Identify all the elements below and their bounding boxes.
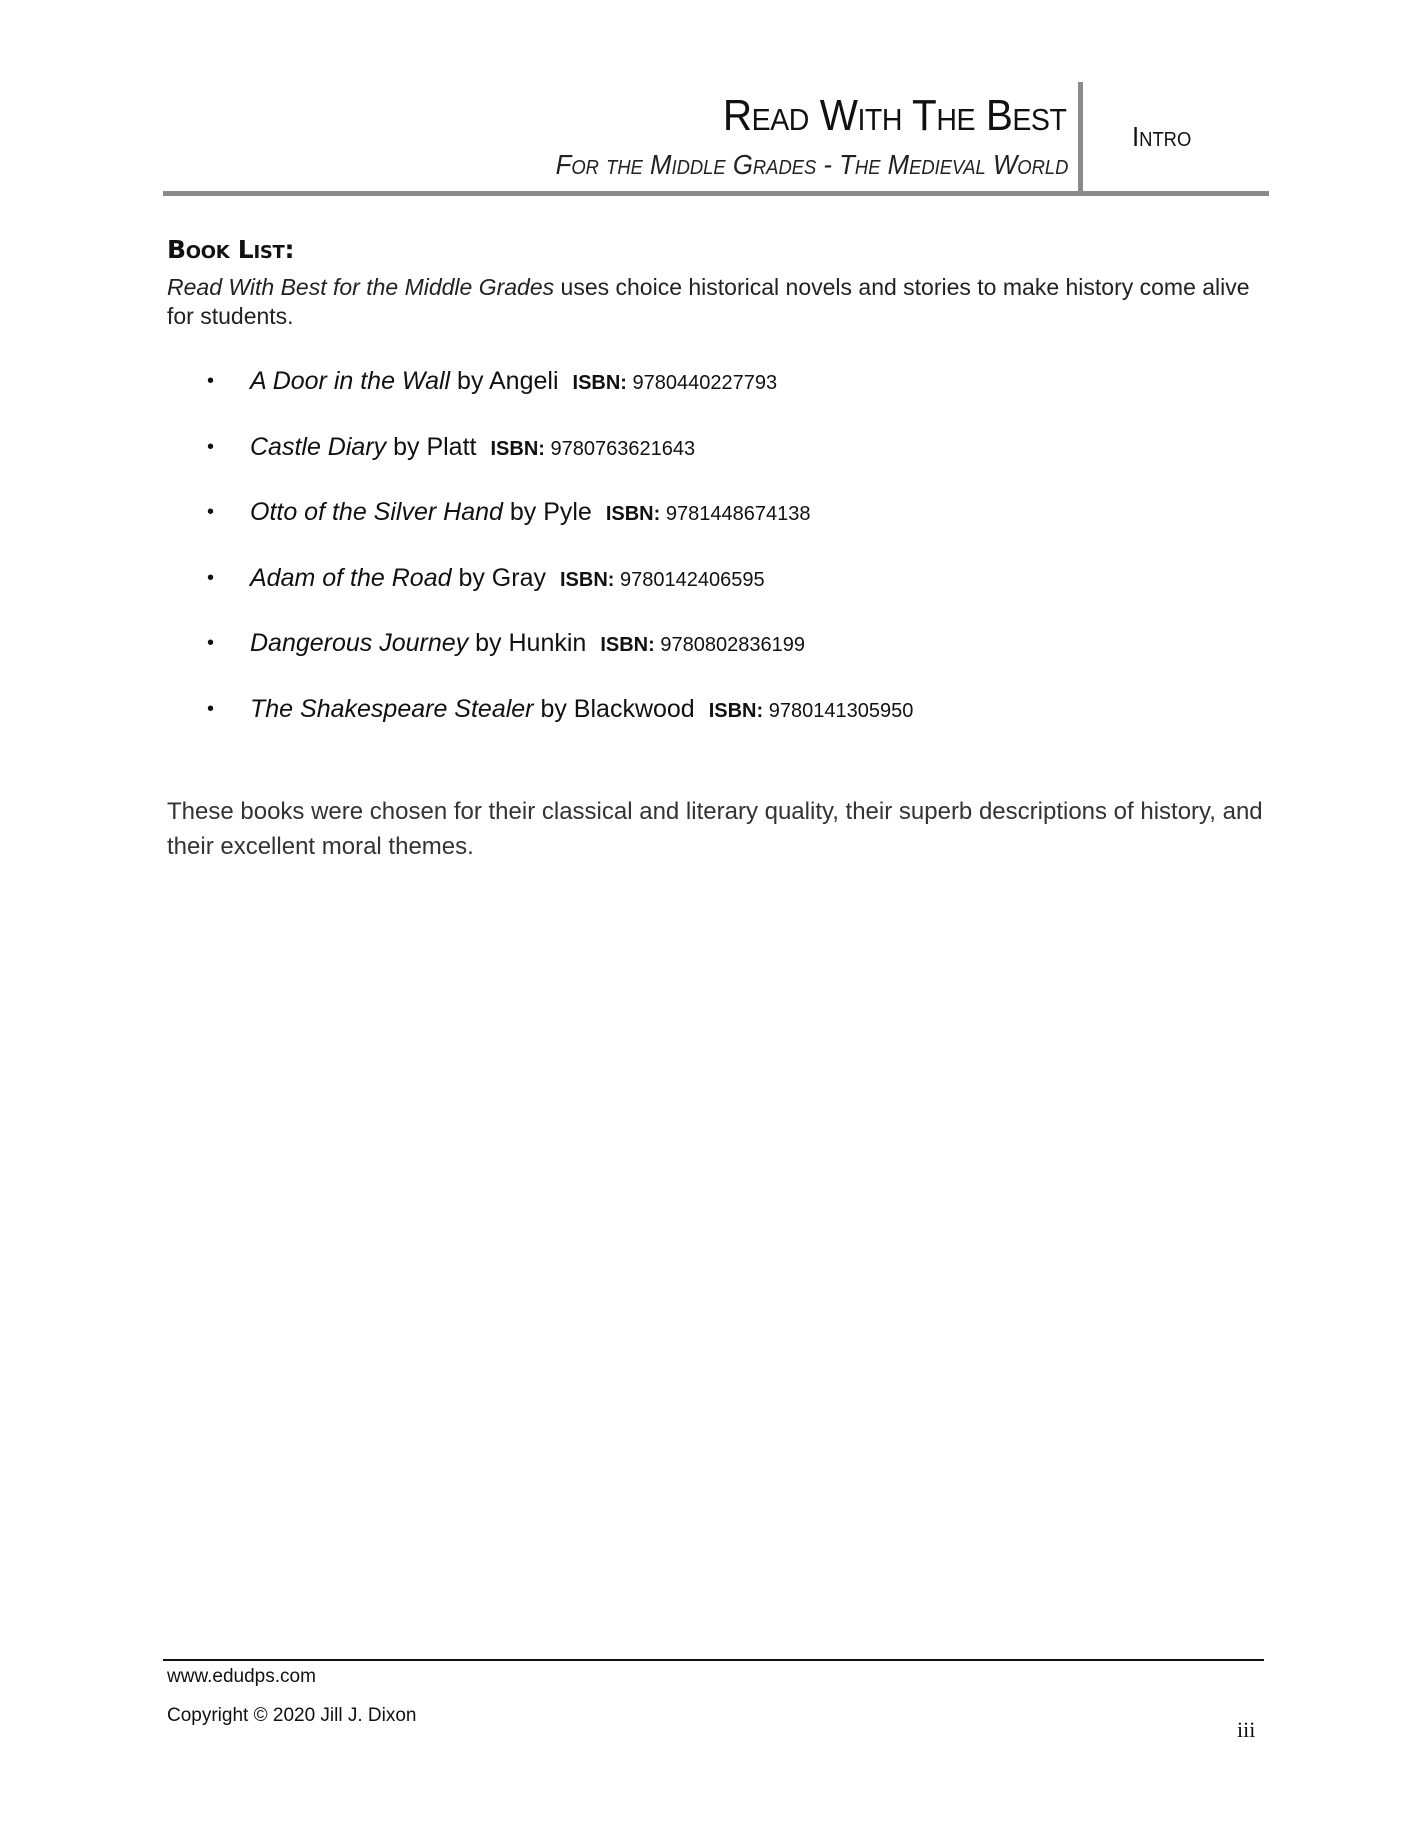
isbn-value: 9781448674138 [660,503,811,525]
isbn-label: ISBN: [708,699,764,722]
book-title: Dangerous Journey [250,629,469,657]
footer-copyright: Copyright © 2020 Jill J. Dixon [167,1705,417,1726]
isbn-label: ISBN: [560,568,615,591]
intro-text: uses choice historical novels and stories to make history come alive for students. [167,274,1250,329]
book-author: by Gray [451,563,546,592]
footer-website: www.edudps.com [167,1666,316,1687]
isbn-label: ISBN: [490,437,545,460]
footer-rule [163,1659,1264,1661]
bullet-icon: • [207,501,215,523]
book-author: by Platt [386,432,477,461]
isbn-value: 9780142406595 [614,568,765,591]
document-title: Read With The Best [722,91,1066,140]
book-title: Otto of the Silver Hand [250,498,503,526]
book-list-heading: Book List: [167,235,295,264]
bullet-icon: • [207,632,215,654]
book-author: by Pyle [502,498,592,526]
intro-paragraph [167,273,1257,331]
book-author: by Hunkin [468,629,587,657]
isbn-value: 9780802836199 [654,634,805,656]
isbn-value: 9780763621643 [544,437,696,460]
book-title: Castle Diary [250,432,387,461]
bullet-icon: • [207,697,215,720]
header-vertical-divider [1078,82,1083,194]
bullet-icon: • [207,566,215,589]
isbn-label: ISBN: [572,372,627,394]
isbn-label: ISBN: [600,634,655,656]
page-number: iii [1237,1717,1256,1742]
bullet-icon: • [207,370,215,392]
closing-paragraph: These books were chosen for their classical and literary quality, their superb descriptions of history, and their excellent moral themes. [167,798,1263,860]
bullet-icon: • [207,435,215,458]
book-author: by Blackwood [533,694,695,723]
intro-series-title: Read With Best for the Middle Grades [167,274,555,300]
book-title: A Door in the Wall [250,367,451,395]
book-author: by Angeli [450,367,559,395]
document-subtitle: For the Middle Grades - The Medieval World [555,149,1068,180]
header-rule [163,191,1269,196]
book-title: Adam of the Road [250,563,452,592]
isbn-label: ISBN: [605,503,661,525]
section-label: Intro [1132,121,1192,152]
book-title: The Shakespeare Stealer [250,694,534,723]
isbn-value: 9780440227793 [626,372,778,394]
isbn-value: 9780141305950 [763,699,914,722]
